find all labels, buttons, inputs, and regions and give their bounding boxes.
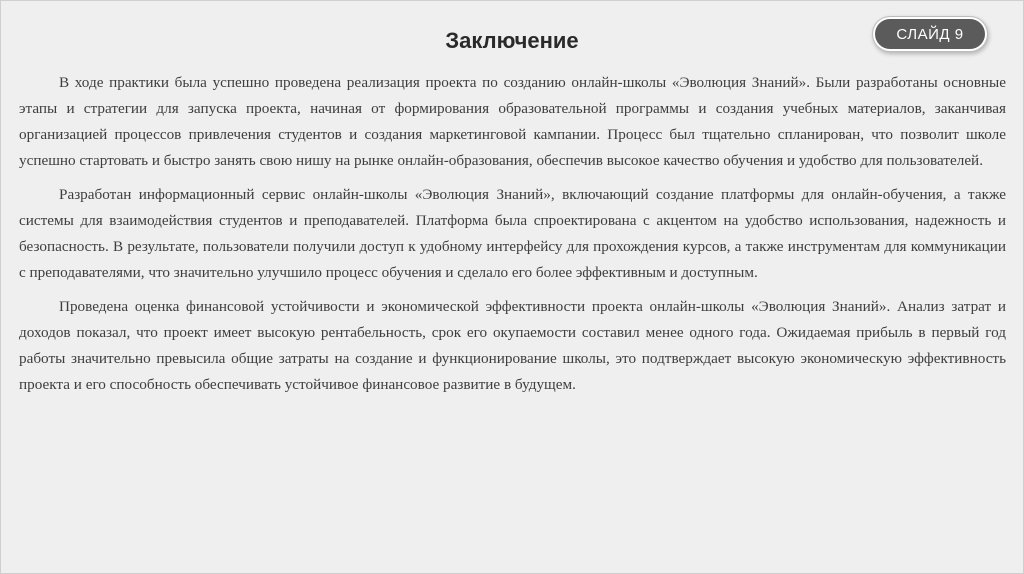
paragraph-financial-assessment: Проведена оценка финансовой устойчивости и экономической эффективности проекта онлайн-школы «Эволюция Знаний». Анализ затрат и доходов показал, что проект имеет высокую рентабельность, срок его окупаемости составил менее одного года. Ожидаемая прибыль в первый год работы значительно превысила общие затраты на создание и функционирование школы, это подтверждает высокую экономическую эффективность проекта и его способность обеспечивать устойчивое финансовое развитие в будущем. <box>19 298 1006 393</box>
paragraph-project-implementation: В ходе практики была успешно проведена реализация проекта по созданию онлайн-школы «Эволюция Знаний». Были разработаны основные этапы и стратегии для запуска проекта, начиная от формирования образовательной программы и создания учебных материалов, заканчивая организацией процессов привлечения студентов и создания маркетинговой кампании. Процесс был тщательно спланирован, что позволит школе успешно стартовать и быстро занять свою нишу на рынке онлайн-образования, обеспечив высокое качество обучения и удобство для пользователей. <box>19 74 1006 169</box>
paragraph-information-service: Разработан информационный сервис онлайн-школы «Эволюция Знаний», включающий создание платформы для онлайн-обучения, а также системы для взаимодействия студентов и преподавателей. Платформа была спроектирована с акцентом на удобство использования, надежность и безопасность. В результате, пользователи получили доступ к удобному интерфейсу для прохождения курсов, а также инструментам для коммуникации с преподавателями, что значительно улучшило процесс обучения и сделало его более эффективным и доступным. <box>19 186 1006 281</box>
slide-title: Заключение <box>445 28 579 53</box>
slide-number-badge: СЛАЙД 9 <box>875 19 985 49</box>
slide-body <box>19 70 1006 406</box>
